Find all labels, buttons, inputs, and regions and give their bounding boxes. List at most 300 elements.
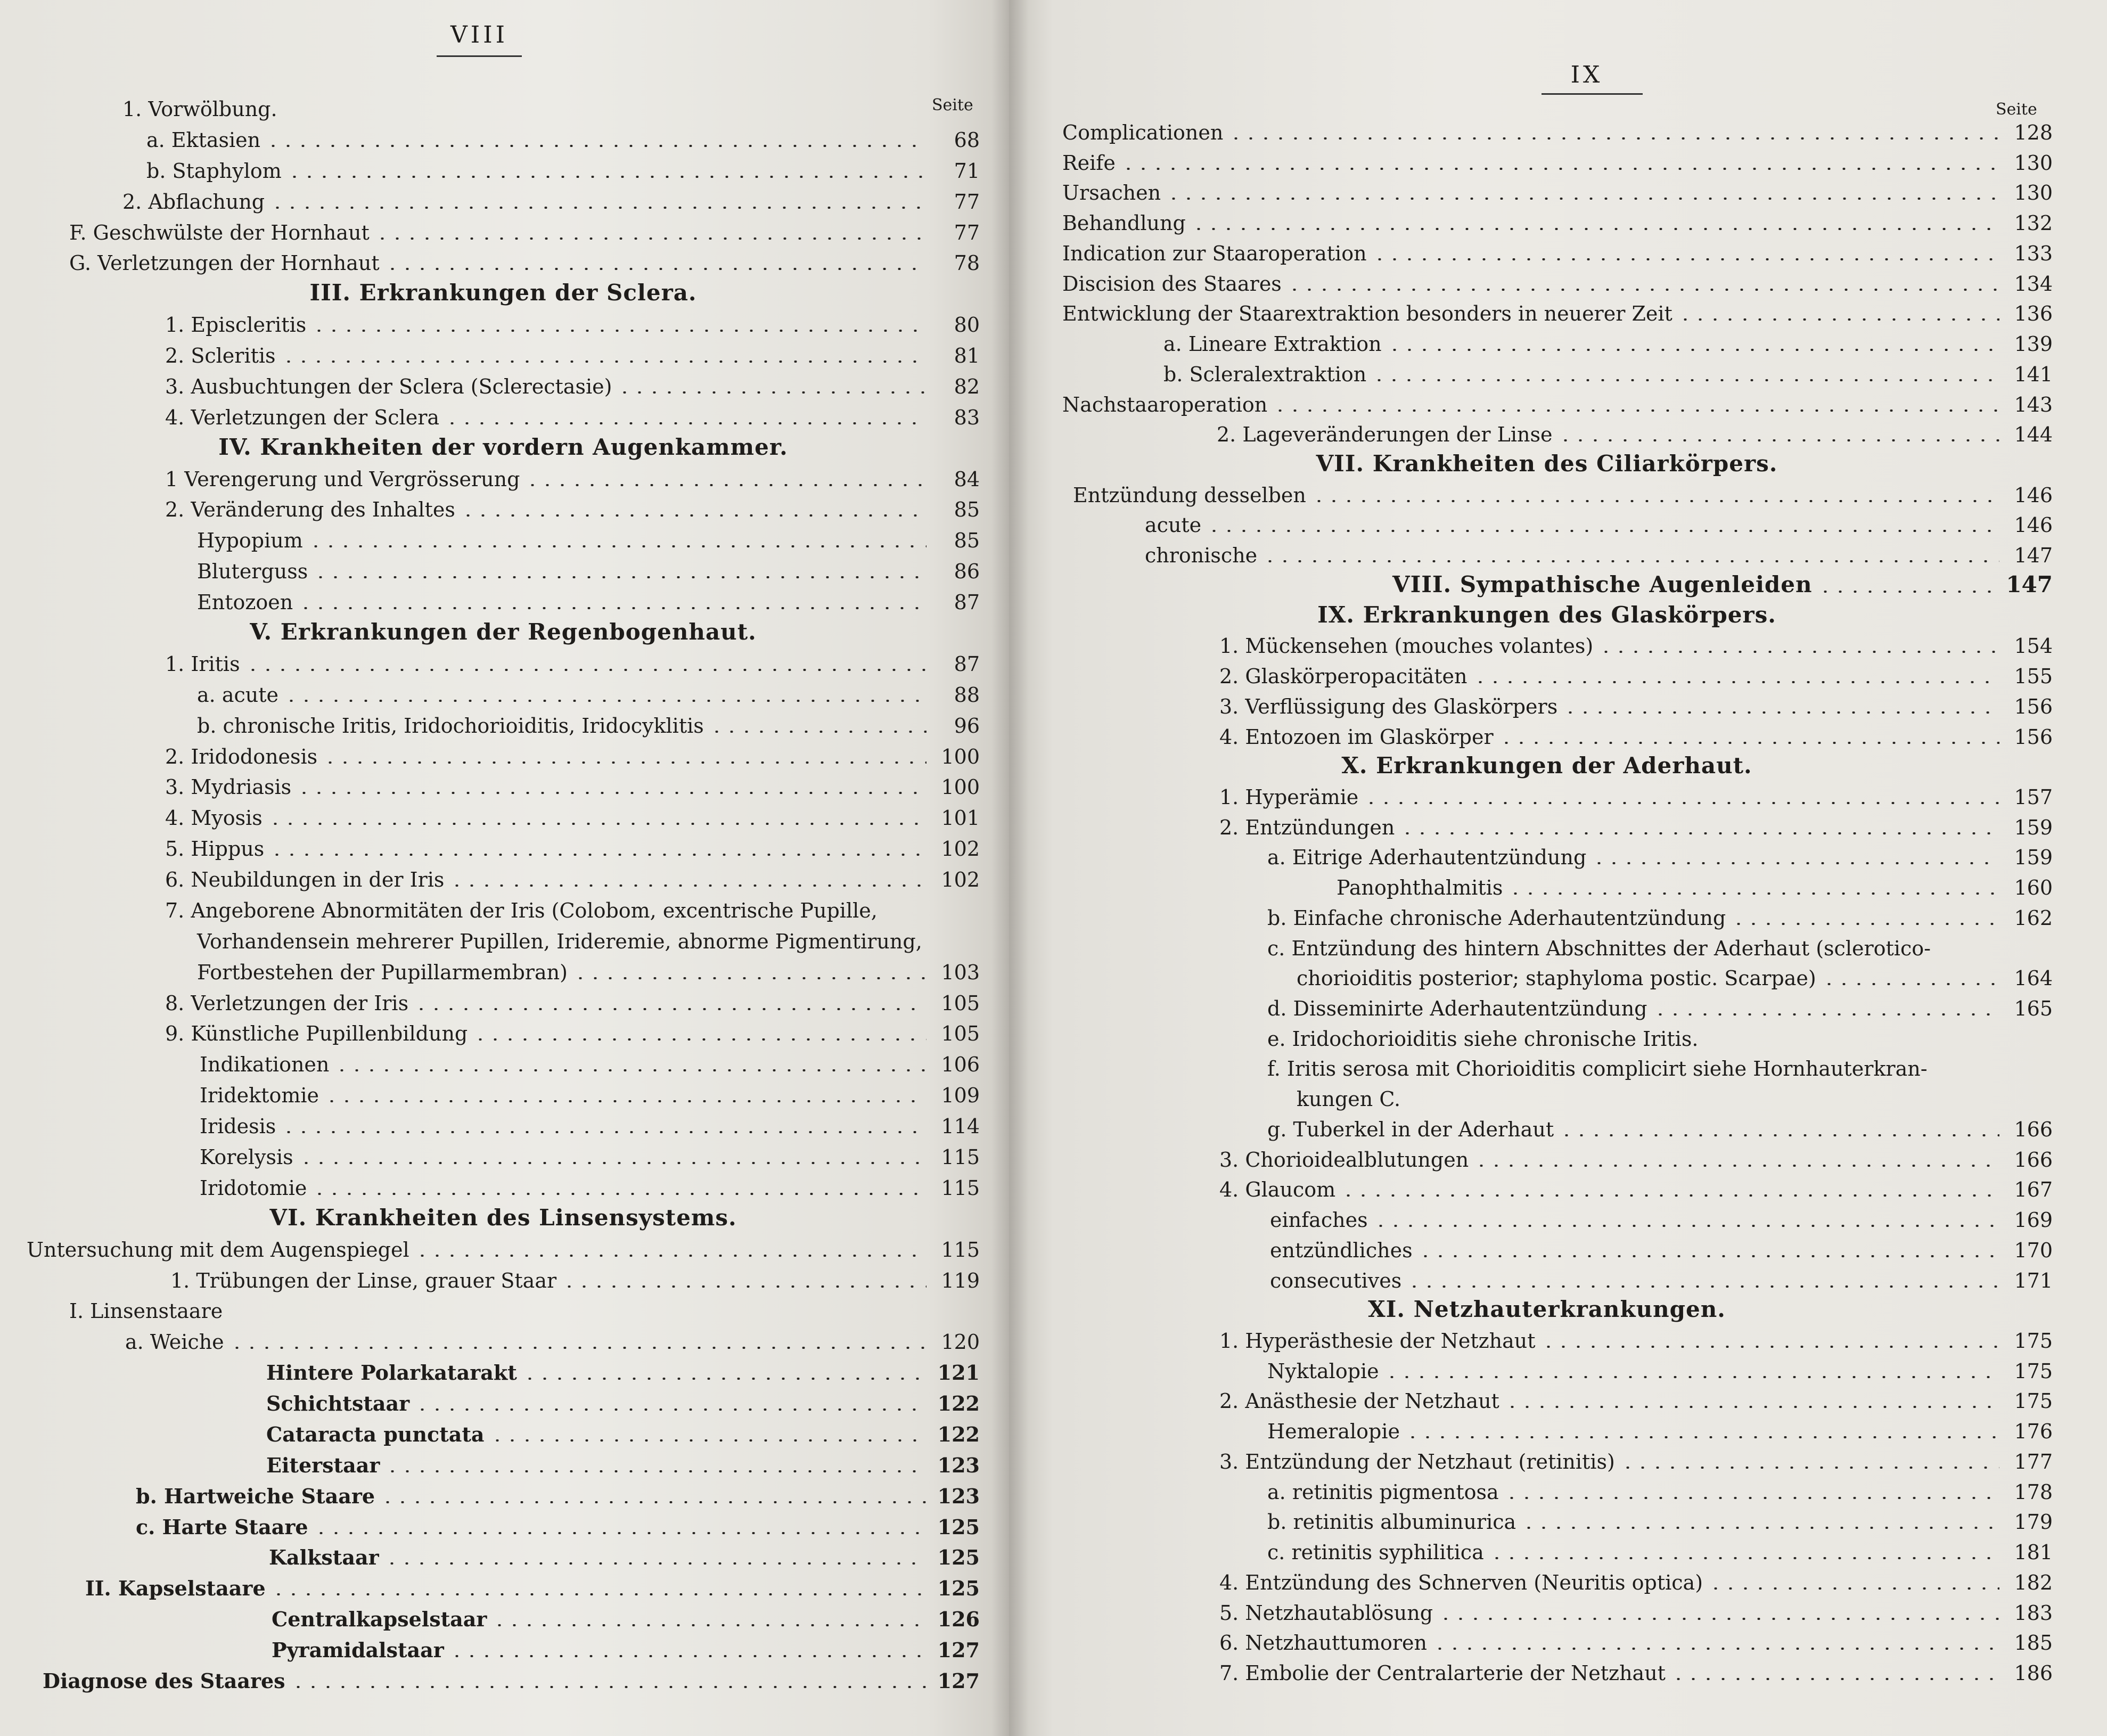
section-heading-text: VIII. Sympathische Augenleiden: [1392, 571, 1813, 597]
leader-dots: [1818, 591, 1999, 593]
entry-title: Entwicklung der Staarextraktion besonders in neuerer Zeit: [1062, 302, 1673, 326]
page-number: VIII: [450, 21, 508, 48]
leader-dots: [271, 1593, 927, 1595]
leader-dots: [490, 1439, 927, 1442]
entry-page-number: 86: [954, 560, 980, 584]
entry-title: a. acute: [197, 683, 278, 707]
entry-page-number: 82: [954, 374, 980, 398]
entry-title: entzündliches: [1270, 1238, 1413, 1262]
entry-title: b. retinitis albuminurica: [1267, 1510, 1516, 1534]
leader-dots: [1228, 137, 1999, 140]
toc-entry: [27, 1230, 980, 1260]
leader-dots: [299, 1162, 927, 1164]
entry-title: b. Hartweiche Staare: [136, 1484, 375, 1508]
entry-page-number: 147: [2006, 571, 2053, 597]
entry-page-number: 101: [941, 806, 980, 830]
toc-entry: [1267, 1019, 2053, 1049]
toc-entry: [165, 460, 980, 489]
leader-dots: [1273, 410, 1999, 412]
toc-entry: [197, 552, 980, 582]
leader-dots: [281, 361, 927, 363]
toc-entry: [1219, 717, 2053, 747]
leader-dots: [1505, 1406, 1999, 1408]
section-heading-text: VII. Krankheiten des Ciliarkörpers.: [1316, 450, 1778, 477]
entry-page-number: 77: [954, 190, 980, 214]
seite-label: Seite: [1996, 100, 2037, 119]
entry-title: 1. Hyperämie: [1219, 785, 1359, 809]
leader-dots: [291, 1686, 927, 1688]
leader-dots: [297, 792, 927, 794]
entry-title: chorioiditis posterior; staphyloma postic. Scarpae): [1297, 967, 1816, 990]
leader-dots: [1407, 1285, 1999, 1288]
toc-entry: [1219, 1170, 2053, 1200]
entry-title: b. Einfache chronische Aderhautentzündung: [1267, 906, 1726, 930]
entry-page-number: 78: [954, 251, 980, 275]
toc-entry: [1219, 1593, 2053, 1623]
section-heading-text: V. Erkrankungen der Regenbogenhaut.: [250, 619, 757, 645]
toc-entry: [197, 706, 980, 736]
toc-entry: [69, 1291, 980, 1321]
leader-dots: [284, 700, 927, 702]
toc-entry: [197, 922, 980, 952]
leader-dots: [1121, 168, 1999, 170]
entry-title: a. Weiche: [125, 1330, 224, 1354]
toc-entry: [1062, 173, 2053, 203]
entry-page-number: 170: [2014, 1238, 2053, 1262]
entry-title: 2. Veränderung des Inhaltes: [165, 498, 455, 522]
seite-label: Seite: [932, 96, 973, 114]
leader-dots: [1559, 1134, 1999, 1136]
entry-page-number: 132: [2014, 211, 2053, 235]
toc-entry: [269, 1538, 980, 1568]
section-heading-text: IV. Krankheiten der vordern Augenkammer.: [218, 433, 788, 460]
leader-dots: [270, 207, 927, 209]
section-heading: [1062, 1291, 2031, 1321]
entry-title: 5. Hippus: [165, 837, 265, 861]
toc-entry: [266, 1415, 980, 1445]
entry-title: 2. Iridodonesis: [165, 744, 318, 768]
leader-dots: [1372, 258, 1999, 260]
entry-title: I. Linsenstaare: [69, 1299, 223, 1323]
leader-dots: [1384, 1376, 1999, 1378]
entry-page-number: 84: [954, 467, 980, 491]
entry-title: 1. Vorwölbung.: [122, 97, 277, 121]
leader-dots: [562, 1285, 927, 1288]
toc-entry: [1145, 505, 2053, 535]
leader-dots: [1364, 802, 1999, 804]
entry-page-number: 71: [954, 159, 980, 183]
entry-title: a. Lineare Extraktion: [1163, 332, 1382, 356]
entry-title: 3. Mydriasis: [165, 775, 292, 799]
toc-entry: [266, 1384, 980, 1414]
toc-entry: [1337, 868, 2053, 898]
section-heading: [160, 1199, 847, 1229]
section-heading: [1062, 747, 2031, 777]
leader-dots: [415, 1409, 927, 1411]
toc-entry: [1062, 143, 2053, 173]
toc-entry: [272, 1600, 980, 1632]
leader-dots: [1521, 1527, 1999, 1529]
leader-dots: [311, 330, 927, 332]
entry-page-number: 77: [954, 220, 980, 244]
toc-entry: [200, 1168, 980, 1198]
section-heading-text: VI. Krankheiten des Linsensystems.: [269, 1204, 737, 1231]
leader-dots: [1474, 1165, 1999, 1167]
entry-page-number: 167: [2014, 1178, 2053, 1202]
leader-dots: [449, 1655, 927, 1657]
entry-page-number: 81: [954, 344, 980, 368]
entry-title: Diagnose des Staares: [43, 1669, 285, 1693]
toc-entry: [1219, 626, 2053, 656]
toc-entry: [165, 798, 980, 828]
toc-entry: [122, 89, 980, 119]
toc-entry: [170, 1261, 980, 1291]
toc-entry: [1062, 294, 2053, 324]
entry-title: Hemeralopie: [1267, 1420, 1400, 1444]
entry-page-number: 159: [2014, 815, 2053, 839]
leader-dots: [1504, 1497, 1999, 1499]
toc-entry: [69, 243, 980, 273]
entry-title: F. Geschwülste der Hornhaut: [69, 220, 370, 244]
toc-entry: [1270, 1200, 2053, 1230]
entry-title: 1. Hyperästhesie der Netzhaut: [1219, 1329, 1536, 1353]
leader-dots: [1489, 1557, 1999, 1559]
leader-dots: [1372, 379, 1999, 381]
entry-page-number: 87: [954, 652, 980, 676]
entry-page-number: 147: [2014, 544, 2053, 568]
entry-page-number: 83: [954, 405, 980, 429]
entry-page-number: 146: [2014, 513, 2053, 537]
entry-title: b. chronische Iritis, Iridochorioiditis, Iridocyklitis: [197, 714, 704, 738]
entry-page-number: 182: [2014, 1570, 2053, 1594]
section-heading: [1392, 566, 2053, 596]
entry-page-number: 130: [2014, 181, 2053, 205]
leader-dots: [1592, 862, 1999, 864]
section-heading: [160, 429, 847, 458]
entry-title: 6. Netzhauttumoren: [1219, 1631, 1428, 1655]
entry-page-number: 175: [2014, 1389, 2053, 1413]
leader-dots: [313, 576, 927, 578]
entry-title: 6. Neubildungen in der Iris: [165, 868, 445, 892]
entry-title: chronische: [1145, 544, 1258, 568]
leader-dots: [573, 977, 927, 979]
section-heading-text: XI. Netzhauterkrankungen.: [1368, 1296, 1726, 1323]
entry-page-number: 122: [937, 1422, 980, 1446]
leader-dots: [1400, 832, 1999, 834]
toc-entry: [1267, 1049, 2053, 1079]
entry-page-number: 115: [941, 1176, 980, 1200]
entry-page-number: 130: [2014, 151, 2053, 175]
toc-entry: [146, 120, 980, 150]
entry-title: 3. Entzündung der Netzhaut (retinitis): [1219, 1450, 1615, 1473]
toc-list: [1009, 0, 2085, 1736]
toc-entry: [1073, 476, 2053, 505]
entry-title: 4. Entozoen im Glaskörper: [1219, 725, 1494, 749]
toc-entry: [266, 1353, 980, 1383]
toc-entry: [1267, 1110, 2053, 1140]
toc-entry: [1219, 1563, 2053, 1593]
entry-title: Bluterguss: [197, 560, 308, 584]
toc-entry: [1145, 536, 2053, 566]
entry-page-number: 100: [941, 775, 980, 799]
toc-entry: [146, 151, 980, 181]
toc-entry: [1062, 113, 2053, 143]
entry-page-number: 88: [954, 683, 980, 707]
toc-entry: [1062, 203, 2053, 233]
entry-title: d. Disseminirte Aderhautentzündung: [1267, 997, 1647, 1021]
toc-entry: [136, 1508, 980, 1537]
entry-page-number: 103: [941, 960, 980, 984]
toc-entry: [266, 1446, 980, 1476]
entry-page-number: 171: [2014, 1268, 2053, 1292]
toc-entry: [200, 1045, 980, 1075]
section-heading: [160, 613, 847, 643]
entry-page-number: 96: [954, 714, 980, 738]
leader-dots: [1499, 742, 1999, 744]
entry-title: Ursachen: [1062, 181, 1161, 205]
toc-entry: [1219, 1381, 2053, 1411]
leader-dots: [1311, 500, 1999, 502]
leader-dots: [1653, 1013, 1999, 1016]
entry-page-number: 164: [2014, 967, 2053, 990]
leader-dots: [229, 1347, 927, 1349]
entry-page-number: 123: [937, 1484, 980, 1508]
entry-title: 4. Entzündung des Schnerven (Neuritis optica): [1219, 1570, 1703, 1594]
entry-title: 2. Glaskörperopacitäten: [1219, 665, 1467, 689]
toc-entry: [197, 675, 980, 705]
leader-dots: [266, 145, 927, 147]
toc-entry: [165, 1014, 980, 1044]
leader-dots: [1262, 560, 1999, 562]
entry-title: acute: [1145, 513, 1202, 537]
section-heading: [1062, 596, 2031, 626]
entry-page-number: 177: [2014, 1450, 2053, 1473]
entry-title: Iridotomie: [200, 1176, 307, 1200]
entry-title: Entozoen: [197, 591, 293, 615]
toc-entry: [122, 182, 980, 212]
entry-page-number: 146: [2014, 483, 2053, 507]
leader-dots: [268, 823, 927, 825]
leader-dots: [1678, 318, 1999, 321]
entry-page-number: 126: [937, 1607, 980, 1632]
toc-entry: [165, 829, 980, 859]
section-heading: [1062, 445, 2031, 475]
leader-dots: [245, 669, 927, 671]
entry-title: 5. Netzhautablösung: [1219, 1601, 1433, 1625]
entry-title: Nachstaaroperation: [1062, 392, 1268, 416]
section-heading: [160, 274, 847, 304]
entry-page-number: 100: [941, 744, 980, 768]
entry-page-number: 119: [941, 1268, 980, 1292]
entry-page-number: 181: [2014, 1541, 2053, 1565]
entry-title: 1. Iritis: [165, 652, 240, 676]
entry-page-number: 156: [2014, 694, 2053, 718]
entry-page-number: 128: [2014, 121, 2053, 144]
entry-title: consecutives: [1270, 1268, 1402, 1292]
entry-title: b. Staphylom: [146, 159, 282, 183]
leader-dots: [1473, 681, 2000, 683]
entry-page-number: 123: [937, 1453, 980, 1477]
entry-page-number: 160: [2014, 876, 2053, 900]
toc-entry: [1219, 1442, 2053, 1472]
leader-dots: [525, 484, 927, 486]
entry-title: Reife: [1062, 151, 1116, 175]
toc-entry: [165, 767, 980, 797]
entry-page-number: 166: [2014, 1148, 2053, 1172]
toc-entry: [1267, 1412, 2053, 1442]
leader-dots: [1191, 228, 1999, 230]
entry-title: 7. Embolie der Centralarterie der Netzhaut: [1219, 1661, 1666, 1685]
toc-entry: [1219, 1653, 2053, 1683]
entry-page-number: 159: [2014, 846, 2053, 870]
entry-title: 4. Glaucom: [1219, 1178, 1336, 1202]
toc-entry: [197, 583, 980, 615]
leader-dots: [1387, 349, 1999, 351]
leader-dots: [384, 1562, 927, 1565]
entry-title: 2. Abflachung: [122, 190, 265, 214]
entry-title: 2. Anästhesie der Netzhaut: [1219, 1389, 1499, 1413]
toc-list: [0, 0, 985, 1736]
leader-dots: [1598, 651, 1999, 653]
toc-entry: [165, 860, 980, 890]
entry-page-number: 87: [954, 591, 980, 615]
entry-page-number: 136: [2014, 302, 2053, 326]
entry-title: Indikationen: [200, 1053, 330, 1077]
section-heading-text: IX. Erkrankungen des Glaskörpers.: [1317, 601, 1776, 628]
entry-title: Schichtstaar: [266, 1391, 410, 1416]
entry-page-number: 80: [954, 313, 980, 337]
entry-title: 2. Entzündungen: [1219, 815, 1395, 839]
entry-title: G. Verletzungen der Hornhaut: [69, 251, 380, 275]
toc-entry: [1270, 1261, 2053, 1291]
entry-page-number: 156: [2014, 725, 2053, 749]
toc-entry: [1062, 264, 2053, 294]
toc-entry: [1219, 777, 2053, 807]
toc-entry: [272, 1631, 980, 1663]
leader-dots: [522, 1378, 927, 1380]
entry-title: a. Eitrige Aderhautentzündung: [1267, 846, 1587, 870]
toc-entry: [1219, 1140, 2053, 1170]
entry-title: Iridesis: [200, 1115, 276, 1139]
entry-title: b. Scleralextraktion: [1163, 362, 1367, 386]
entry-page-number: 154: [2014, 634, 2053, 658]
toc-entry: [1062, 234, 2053, 264]
leader-dots: [334, 1069, 927, 1071]
entry-page-number: 120: [941, 1330, 980, 1354]
toc-entry: [1217, 415, 2053, 445]
entry-page-number: 134: [2014, 272, 2053, 296]
right-page: [1009, 0, 2107, 1736]
entry-title: 1. Trübungen der Linse, grauer Staar: [170, 1268, 557, 1292]
entry-title: Iridektomie: [200, 1084, 319, 1108]
leader-dots: [1508, 892, 1999, 895]
toc-entry: [165, 398, 980, 428]
entry-title: 1. Episcleritis: [165, 313, 307, 337]
entry-title: Kalkstaar: [269, 1545, 379, 1570]
toc-entry: [165, 737, 980, 767]
toc-entry: [165, 305, 980, 335]
toc-entry: [1297, 959, 2053, 988]
leader-dots: [709, 731, 927, 733]
entry-title: 1 Verengerung und Vergrösserung: [165, 467, 520, 491]
entry-page-number: 105: [941, 1022, 980, 1046]
leader-dots: [385, 1470, 927, 1472]
toc-entry: [1267, 989, 2053, 1019]
toc-entry: [200, 1076, 980, 1106]
entry-page-number: 122: [937, 1391, 980, 1416]
entry-title: 7. Angeborene Abnormitäten der Iris (Colobom, excentrische Pupille,: [165, 898, 878, 922]
leader-dots: [445, 422, 927, 424]
toc-entry: [1267, 1352, 2053, 1381]
entry-page-number: 114: [941, 1115, 980, 1139]
entry-page-number: 102: [941, 837, 980, 861]
entry-title: II. Kapselstaare: [85, 1576, 266, 1601]
leader-dots: [617, 391, 927, 394]
entry-page-number: 157: [2014, 785, 2053, 809]
leader-dots: [1822, 983, 1999, 985]
entry-page-number: 165: [2014, 997, 2053, 1021]
entry-title: 8. Verletzungen der Iris: [165, 991, 409, 1015]
entry-page-number: 169: [2014, 1208, 2053, 1232]
entry-title: Hypopium: [197, 529, 303, 553]
entry-page-number: 155: [2014, 665, 2053, 689]
toc-entry: [165, 336, 980, 366]
entry-title: f. Iritis serosa mit Chorioiditis complicirt siehe Hornhauterkran-: [1267, 1057, 1928, 1081]
entry-page-number: 109: [941, 1084, 980, 1108]
leader-dots: [1166, 198, 1999, 200]
entry-title: Indication zur Staaroperation: [1062, 241, 1367, 265]
entry-title: kungen C.: [1297, 1087, 1401, 1111]
entry-title: Korelysis: [200, 1145, 293, 1169]
entry-page-number: 185: [2014, 1631, 2053, 1655]
entry-page-number: 166: [2014, 1117, 2053, 1141]
entry-page-number: 85: [954, 529, 980, 553]
entry-title: 3. Ausbuchtungen der Sclera (Sclerectasie): [165, 374, 612, 398]
leader-dots: [1373, 1225, 1999, 1227]
entry-title: c. Harte Staare: [136, 1514, 308, 1539]
entry-title: Hintere Polarkatarakt: [266, 1361, 517, 1385]
entry-title: 4. Myosis: [165, 806, 263, 830]
leader-dots: [1558, 439, 2000, 441]
entry-page-number: 127: [937, 1638, 980, 1663]
toc-entry: [136, 1477, 980, 1506]
toc-entry: [197, 953, 980, 982]
entry-title: 9. Künstliche Pupillenbildung: [165, 1022, 468, 1046]
entry-title: 4. Verletzungen der Sclera: [165, 405, 440, 429]
entry-title: Complicationen: [1062, 121, 1224, 144]
entry-page-number: 139: [2014, 332, 2053, 356]
leader-dots: [314, 1532, 927, 1534]
entry-title: Vorhandensein mehrerer Pupillen, Irideremie, abnorme Pigmentirung,: [197, 929, 922, 953]
leader-dots: [308, 545, 927, 547]
toc-entry: [165, 644, 980, 674]
toc-entry: [1219, 808, 2053, 838]
leader-dots: [492, 1624, 927, 1626]
leader-dots: [473, 1038, 927, 1041]
entry-page-number: 115: [941, 1238, 980, 1262]
entry-title: c. retinitis syphilitica: [1267, 1541, 1484, 1565]
leader-dots: [312, 1193, 927, 1195]
leader-dots: [298, 607, 927, 609]
leader-dots: [1620, 1467, 1999, 1469]
leader-dots: [461, 514, 927, 517]
leader-dots: [1287, 289, 1999, 291]
toc-entry: [1062, 385, 2053, 415]
entry-title: a. Ektasien: [146, 128, 261, 152]
entry-page-number: 175: [2014, 1329, 2053, 1353]
toc-entry: [200, 1137, 980, 1167]
section-heading-text: X. Erkrankungen der Aderhaut.: [1341, 752, 1752, 779]
